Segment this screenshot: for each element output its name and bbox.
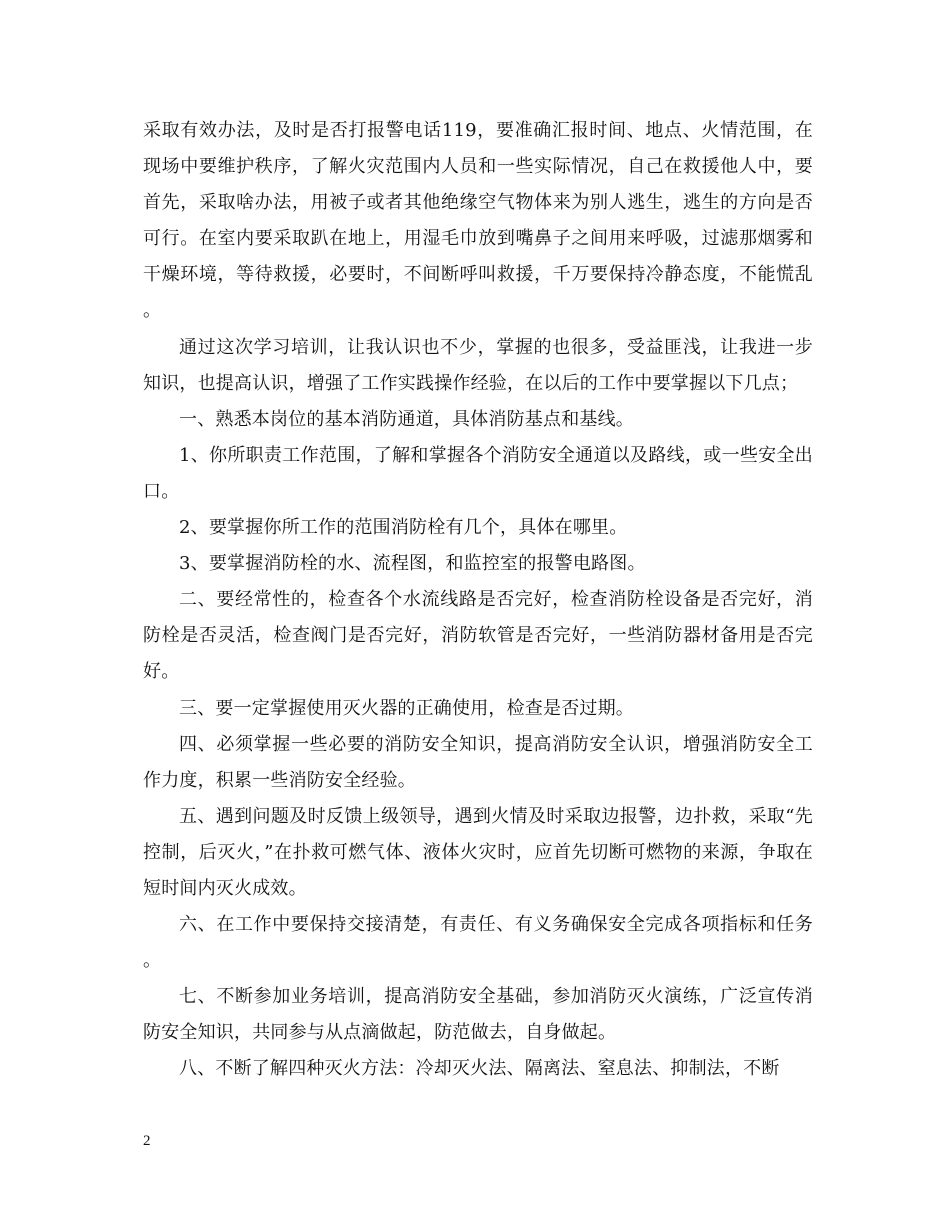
paragraph: 七、不断参加业务培训，提高消防安全基础，参加消防灭火演练，广泛宣传消防安全知识，共同参与从点滴做起，防范做去，自身做起。 bbox=[143, 986, 813, 1044]
document-body bbox=[143, 113, 813, 1088]
paragraph: 八、不断了解四种灭火方法：冷却灭火法、隔离法、窒息法、抑制法，不断 bbox=[179, 1058, 780, 1080]
paragraph: 二、要经常性的，检查各个水流线路是否完好，检查消防栓设备是否完好，消防栓是否灵活，检查阀门是否完好，消防软管是否完好，一些消防器材备用是否完好。 bbox=[143, 589, 813, 683]
page-number: 2 bbox=[143, 1133, 151, 1149]
paragraph: 六、在工作中要保持交接清楚，有责任、有义务确保安全完成各项指标和任务。 bbox=[143, 914, 813, 972]
paragraph: 通过这次学习培训，让我认识也不少，掌握的也很多，受益匪浅，让我进一步知识，也提高认识，增强了工作实践操作经验，在以后的工作中要掌握以下几点； bbox=[143, 336, 813, 394]
paragraph: 3、要掌握消防栓的水、流程图，和监控室的报警电路图。 bbox=[179, 553, 646, 575]
paragraph: 2、要掌握你所工作的范围消防栓有几个，具体在哪里。 bbox=[179, 517, 628, 539]
paragraph: 采取有效办法，及时是否打报警电话119，要准确汇报时间、地点、火情范围，在现场中要维护秩序，了解火灾范围内人员和一些实际情况，自己在救援他人中，要首先，采取啥办法，用被子或者其他绝缘空气物体来为别人逃生，逃生的方向是否可行。在室内要采取趴在地上，用湿毛巾放到嘴鼻子之间用来呼吸，过滤那烟雾和干燥环境，等待救援，必要时，不间断呼叫救援，千万要保持冷静态度，不能慌乱。 bbox=[143, 120, 813, 322]
paragraph: 1、你所职责工作范围，了解和掌握各个消防安全通道以及路线，或一些安全出口。 bbox=[143, 444, 813, 502]
paragraph: 一、熟悉本岗位的基本消防通道，具体消防基点和基线。 bbox=[179, 408, 634, 430]
paragraph: 三、要一定掌握使用灭火器的正确使用，检查是否过期。 bbox=[179, 697, 634, 719]
paragraph: 四、必须掌握一些必要的消防安全知识，提高消防安全认识，增强消防安全工作力度，积累一些消防安全经验。 bbox=[143, 733, 813, 791]
paragraph: 五、遇到问题及时反馈上级领导，遇到火情及时采取边报警，边扑救，采取“先控制，后灭火，”在扑救可燃气体、液体火灾时，应首先切断可燃物的来源，争取在短时间内灭火成效。 bbox=[143, 805, 813, 899]
